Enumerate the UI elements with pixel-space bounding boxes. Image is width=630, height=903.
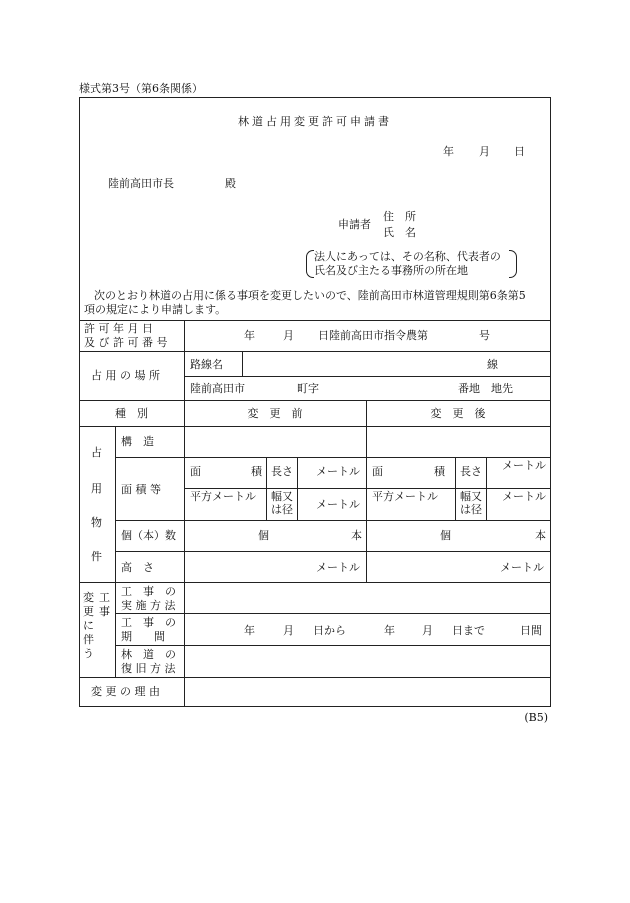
restore-label-2: 復 旧 方 法 (121, 662, 176, 675)
table-line (184, 376, 551, 377)
body-text-line-2: 項の規定により申請します。 (84, 303, 227, 316)
form-number: 様式第3号（第6条関係） (79, 82, 203, 95)
addressee-honorific: 殿 (225, 177, 236, 190)
table-line (79, 320, 551, 321)
addressee-mayor: 陸前高田市長 (108, 177, 174, 190)
date-month: 月 (479, 145, 490, 158)
area-unit: 平方メートル (372, 490, 438, 503)
table-line (79, 582, 551, 583)
period-end-month: 月 (422, 624, 433, 637)
area-char-2: 積 (434, 465, 445, 478)
count-hon: 本 (535, 529, 546, 542)
height-label: 高 さ (121, 561, 154, 574)
permit-label-line-1: 許 可 年 月 日 (84, 322, 153, 335)
area-char-2: 積 (251, 465, 262, 478)
date-year: 年 (443, 145, 454, 158)
width-unit: メートル (316, 498, 360, 511)
count-ko: 個 (440, 529, 451, 542)
date-day: 日 (514, 145, 525, 158)
width-label-1: 幅又 (271, 490, 293, 503)
permit-label-line-2: 及 び 許 可 番 号 (84, 336, 168, 349)
height-unit: メートル (316, 561, 360, 574)
table-line (455, 457, 456, 520)
length-unit: メートル (316, 465, 360, 478)
area-label: 面 積 等 (121, 483, 161, 496)
area-char-1: 面 (372, 465, 383, 478)
area-unit: 平方メートル (190, 490, 256, 503)
applicant-name-label: 氏 名 (383, 226, 416, 239)
period-end-year: 年 (384, 624, 395, 637)
period-start-month: 月 (283, 624, 294, 637)
table-line (486, 457, 487, 520)
table-line (115, 426, 116, 582)
corporate-note-line-1: 法人にあっては、その名称、代表者の (314, 250, 501, 263)
table-line (79, 677, 551, 678)
object-label-char-2: 用 (91, 482, 102, 495)
route-label: 路線名 (190, 358, 223, 371)
object-label-char-4: 件 (91, 550, 102, 563)
corporate-note-line-2: 氏名及び主たる事務所の所在地 (314, 264, 468, 277)
height-unit: メートル (500, 561, 544, 574)
table-line (266, 457, 267, 520)
permit-day-shirei: 日陸前高田市指令農第 (318, 329, 428, 342)
change-vertical-label-2: 工 事 (99, 591, 110, 618)
applicant-label: 申請者 (338, 218, 371, 231)
period-end-day: 日まで (452, 624, 485, 637)
location-label: 占 用 の 場 所 (91, 369, 160, 382)
count-ko: 個 (258, 529, 269, 542)
period-start-day: 日から (313, 624, 346, 637)
table-line (184, 488, 551, 489)
after-header: 変 更 後 (430, 407, 486, 420)
frame-left (79, 97, 80, 707)
count-hon: 本 (351, 529, 362, 542)
kind-label: 種 別 (115, 407, 148, 420)
document-title: 林道占用変更許可申請書 (238, 115, 392, 128)
table-line (79, 426, 551, 427)
frame-bottom (79, 706, 551, 707)
object-label-char-3: 物 (91, 516, 102, 529)
table-line (242, 351, 243, 376)
table-line (184, 320, 185, 707)
method-label-1: 工 事 の (121, 585, 176, 598)
method-label-2: 実 施 方 法 (121, 599, 176, 612)
table-line (115, 645, 551, 646)
note-bracket-right (509, 250, 517, 278)
permit-month: 月 (283, 329, 294, 342)
table-line (115, 520, 551, 521)
location-town: 町字 (297, 382, 319, 395)
width-label-2: は径 (271, 503, 293, 516)
table-line (366, 400, 367, 583)
frame-right (550, 97, 551, 707)
frame-top (79, 97, 551, 98)
table-line (297, 457, 298, 520)
table-line (115, 551, 551, 552)
period-start-year: 年 (244, 624, 255, 637)
restore-label-1: 林 道 の (121, 648, 176, 661)
route-suffix: 線 (487, 358, 498, 371)
applicant-address-label: 住 所 (383, 210, 416, 223)
period-days: 日間 (520, 624, 542, 637)
permit-go: 号 (479, 329, 490, 342)
location-city: 陸前高田市 (190, 382, 245, 395)
table-line (79, 400, 551, 401)
table-line (79, 351, 551, 352)
paper-size: (B5) (524, 711, 548, 724)
count-label: 個（本）数 (121, 529, 176, 542)
location-banchi: 番地 地先 (458, 382, 513, 395)
object-label-char-1: 占 (91, 446, 102, 459)
reason-label: 変 更 の 理 由 (91, 685, 160, 698)
length-unit: メートル (502, 459, 546, 472)
change-vertical-label-1: 変 更 に 伴 う (83, 591, 94, 660)
length-label: 長さ (460, 465, 482, 478)
body-text-line-1: 次のとおり林道の占用に係る事項を変更したいので、陸前高田市林道管理規則第6条第5 (94, 289, 526, 302)
table-line (115, 582, 116, 677)
before-header: 変 更 前 (247, 407, 303, 420)
area-char-1: 面 (190, 465, 201, 478)
period-label-2: 期 間 (121, 630, 165, 643)
width-label-1: 幅又 (460, 490, 482, 503)
note-bracket-left (306, 250, 314, 278)
width-label-2: は径 (460, 503, 482, 516)
structure-label: 構 造 (121, 435, 154, 448)
permit-year: 年 (244, 329, 255, 342)
period-label-1: 工 事 の (121, 616, 176, 629)
length-label: 長さ (271, 465, 293, 478)
table-line (115, 613, 551, 614)
width-unit: メートル (502, 490, 546, 503)
